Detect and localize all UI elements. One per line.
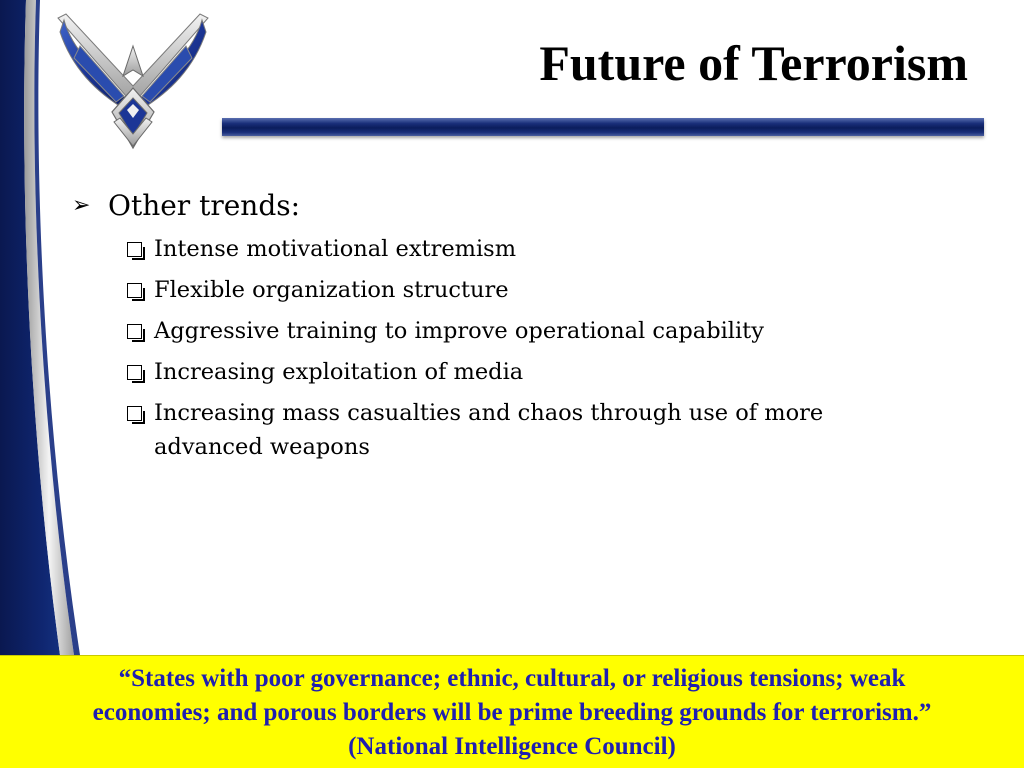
- bullet-list: [72, 186, 932, 471]
- sub-bullet-item: [124, 314, 932, 348]
- checkbox-bullet-icon: [127, 324, 142, 339]
- checkbox-bullet-icon: [127, 283, 142, 298]
- sub-bullet-item: [124, 273, 932, 307]
- sub-bullet-item: [124, 355, 932, 389]
- sub-bullet-text: Flexible organization structure: [154, 277, 509, 303]
- checkbox-bullet-icon: [127, 365, 142, 380]
- arrowhead-bullet-icon: ➢: [72, 193, 91, 218]
- quote-attribution: (National Intelligence Council): [348, 733, 676, 760]
- quote-callout: [0, 655, 1024, 768]
- title-underline-bar: [222, 118, 984, 136]
- sub-bullet-text: Increasing exploitation of media: [154, 359, 524, 385]
- sub-bullet-text: Aggressive training to improve operational capability: [154, 318, 764, 344]
- checkbox-bullet-icon: [127, 242, 142, 257]
- air-force-wings-logo: [50, 6, 216, 154]
- sub-bullet-item: [124, 396, 932, 464]
- sub-bullet-text: Intense motivational extremism: [154, 236, 517, 262]
- bullet-heading: [72, 186, 932, 226]
- sub-bullet-item: [124, 232, 932, 266]
- checkbox-bullet-icon: [127, 406, 142, 421]
- slide-title: Future of Terrorism: [539, 35, 968, 91]
- quote-line: “States with poor governance; ethnic, cultural, or religious tensions; weak: [118, 665, 906, 692]
- quote-line: economies; and porous borders will be prime breeding grounds for terrorism.”: [92, 699, 932, 726]
- bullet-heading-text: Other trends:: [108, 189, 301, 222]
- sub-bullet-text: Increasing mass casualties and chaos through use of more advanced weapons: [154, 400, 824, 460]
